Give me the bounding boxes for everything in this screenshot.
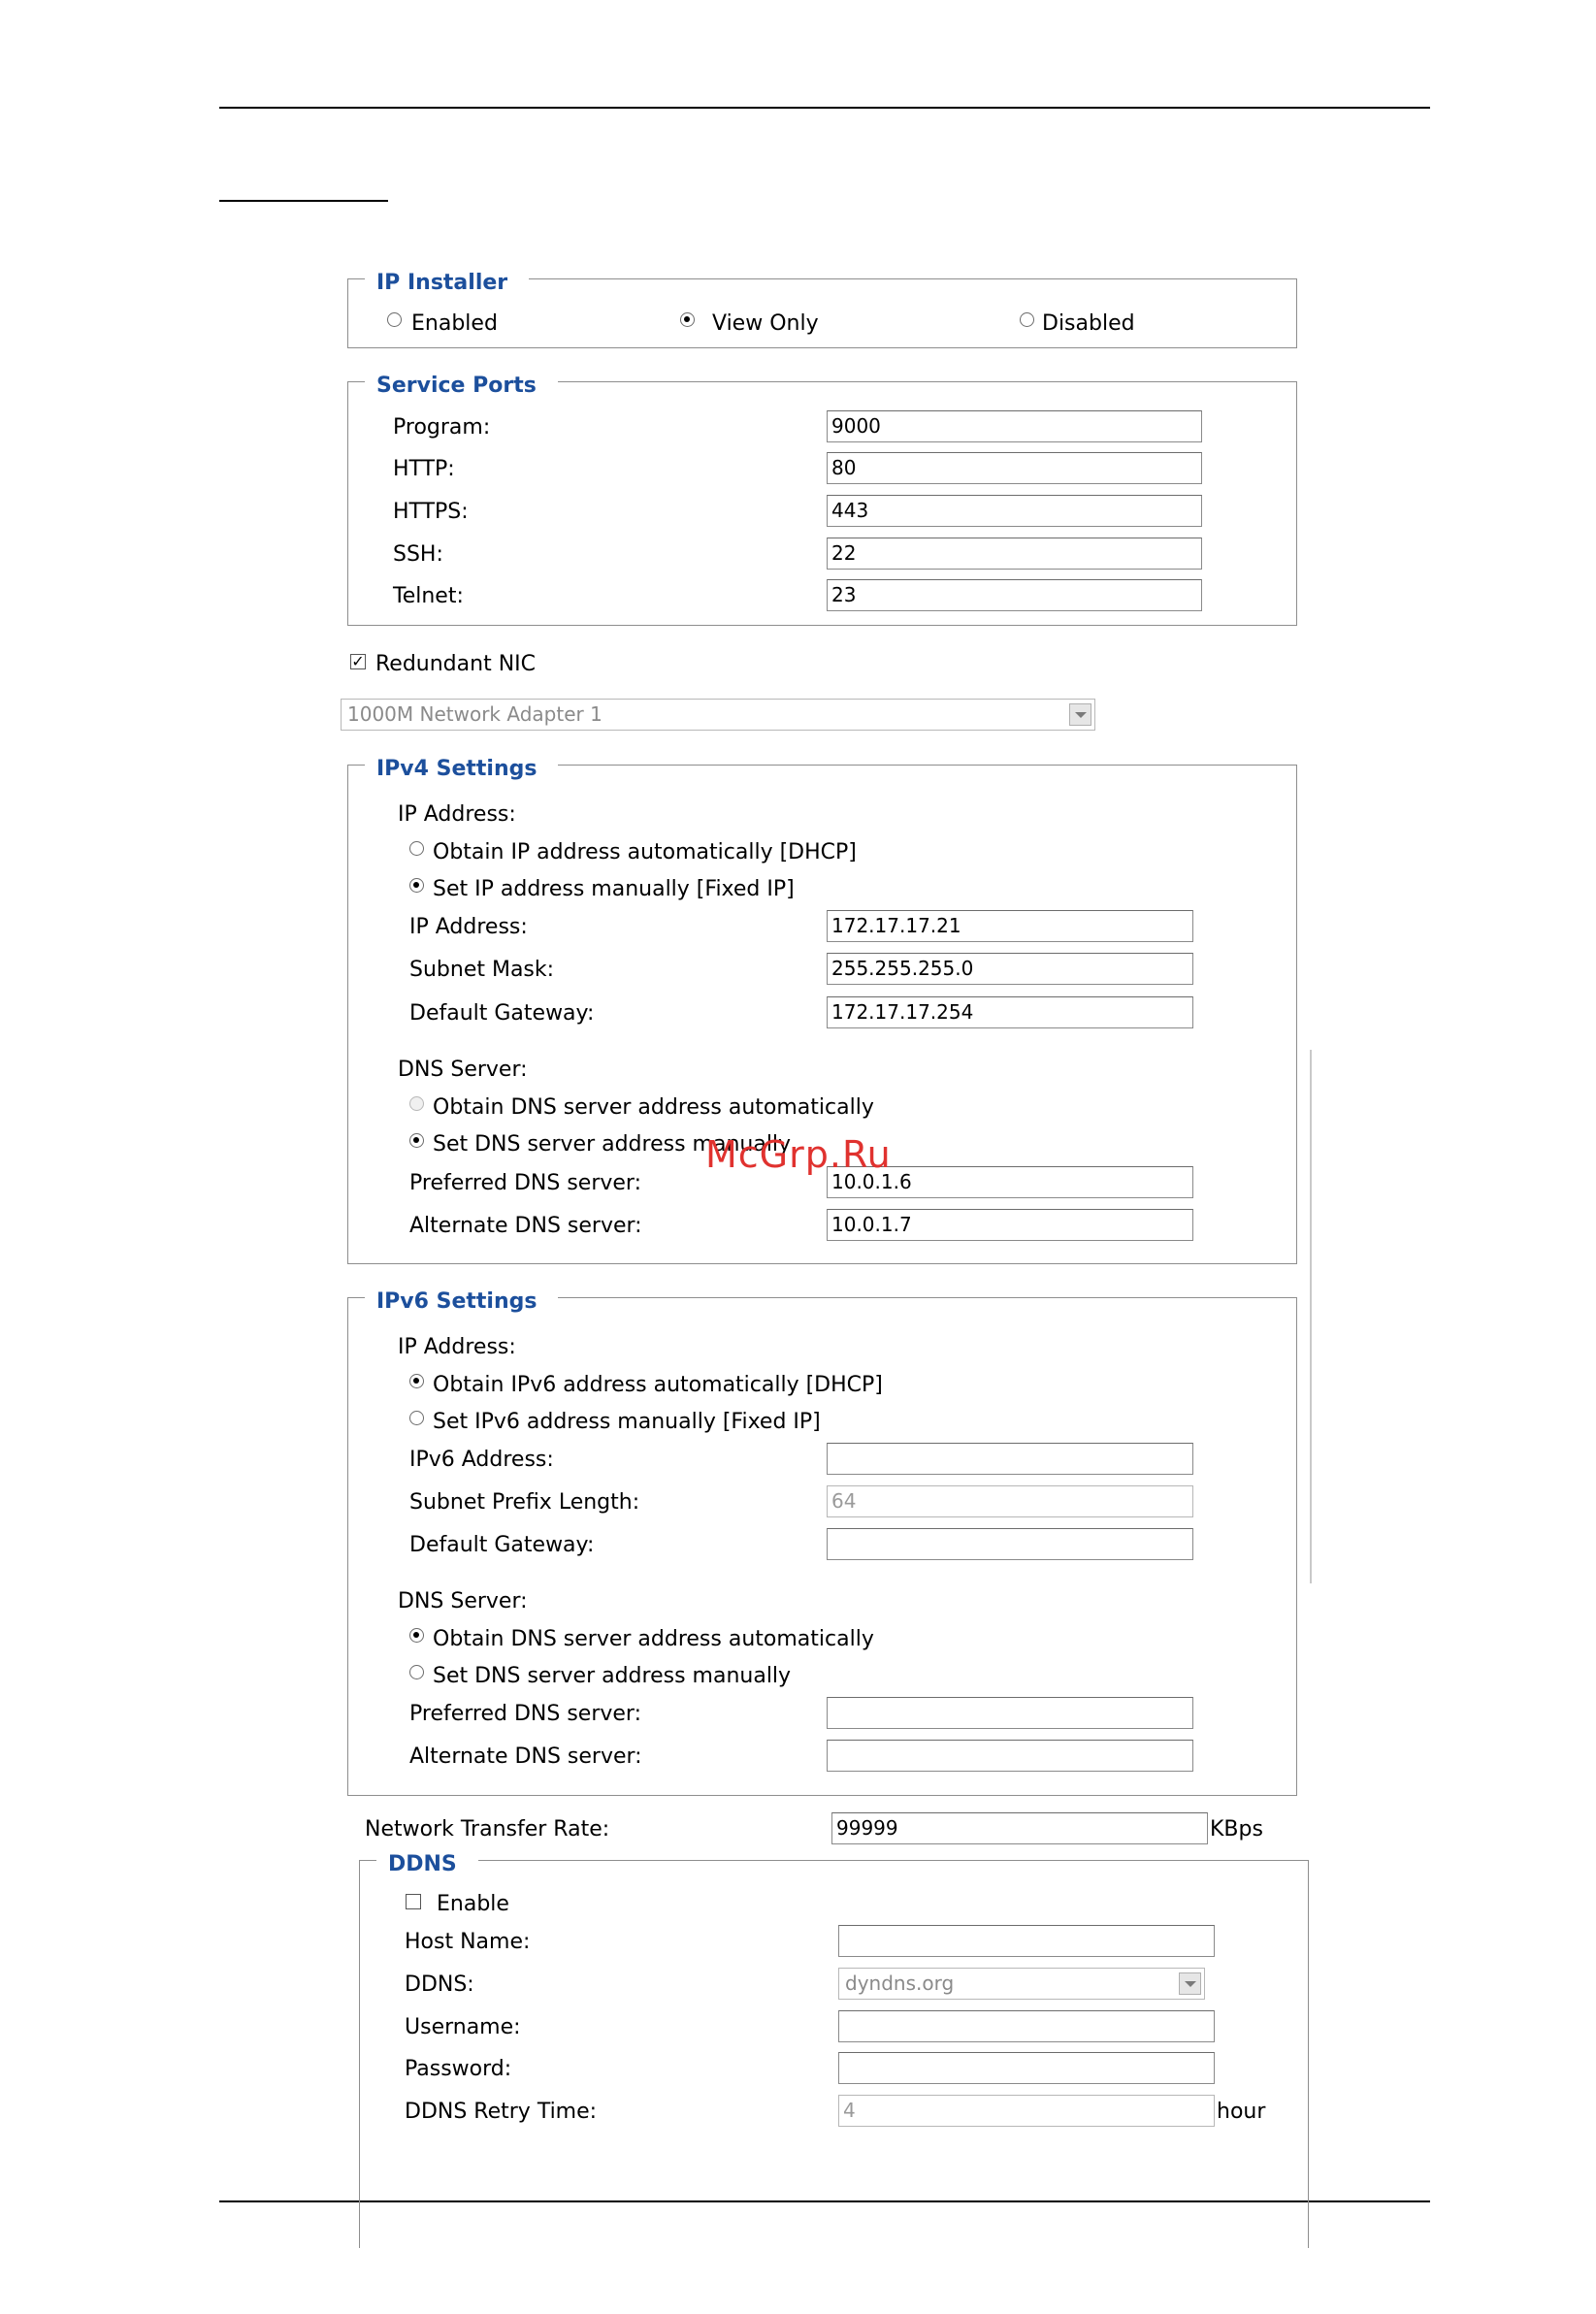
ip-installer-enabled-radio[interactable] (387, 312, 402, 327)
ipv4-ip-auto-label: Obtain IP address automatically [DHCP] (433, 840, 857, 864)
ddns-username-label: Username: (405, 2015, 521, 2039)
ipv6-ip-auto-label: Obtain IPv6 address automatically [DHCP] (433, 1373, 883, 1397)
ipv6-gateway-label: Default Gateway: (409, 1533, 595, 1557)
ddns-title: DDNS (376, 1850, 478, 1879)
ddns-retry-unit: hour (1217, 2100, 1266, 2124)
ssh-port-label: SSH: (393, 542, 443, 567)
ddns-provider-select[interactable] (838, 1968, 1205, 2000)
ipv4-address-input[interactable]: 172.17.17.21 (827, 910, 1193, 942)
network-adapter-select[interactable] (341, 699, 1095, 731)
ipv4-gateway-label: Default Gateway: (409, 1001, 595, 1026)
transfer-rate-unit: KBps (1210, 1817, 1263, 1841)
chevron-down-icon[interactable] (1069, 703, 1091, 726)
ipv4-alternate-dns-label: Alternate DNS server: (409, 1214, 642, 1238)
ipv6-settings-title: IPv6 Settings (365, 1287, 558, 1317)
http-port-input[interactable]: 80 (827, 452, 1202, 484)
ddns-provider-value: dyndns.org (845, 1972, 955, 1995)
program-port-label: Program: (393, 415, 491, 440)
watermark: McGrp.Ru (705, 1133, 892, 1176)
ipv4-dns-heading: DNS Server: (398, 1058, 528, 1082)
https-port-label: HTTPS: (393, 500, 469, 524)
transfer-rate-input[interactable]: 99999 (831, 1812, 1208, 1844)
ipv4-ip-manual-label: Set IP address manually [Fixed IP] (433, 877, 795, 901)
redundant-nic-checkbox[interactable]: ✓ (351, 652, 365, 670)
ipv6-prefix-length-label: Subnet Prefix Length: (409, 1490, 640, 1515)
ipv6-prefix-length-input[interactable]: 64 (827, 1485, 1193, 1517)
ssh-port-input[interactable]: 22 (827, 538, 1202, 570)
telnet-port-input[interactable]: 23 (827, 579, 1202, 611)
ipv4-subnet-mask-label: Subnet Mask: (409, 958, 555, 982)
ipv4-subnet-mask-input[interactable]: 255.255.255.0 (827, 953, 1193, 985)
ipv4-dns-manual-label: Set DNS server address manually (433, 1132, 792, 1157)
ip-installer-disabled-label: Disabled (1042, 311, 1135, 336)
ddns-host-name-input[interactable] (838, 1925, 1215, 1957)
ipv6-ip-heading: IP Address: (398, 1335, 516, 1359)
ipv4-dns-auto-radio[interactable] (409, 1096, 424, 1111)
ipv6-ip-auto-radio[interactable] (409, 1374, 424, 1388)
ipv6-dns-manual-radio[interactable] (409, 1665, 424, 1679)
ipv6-preferred-dns-input[interactable] (827, 1697, 1193, 1729)
ipv4-address-label: IP Address: (409, 915, 528, 939)
edge-line (1310, 1050, 1312, 1583)
ipv6-address-label: IPv6 Address: (409, 1448, 554, 1472)
network-adapter-value: 1000M Network Adapter 1 (347, 702, 603, 726)
ipv6-gateway-input[interactable] (827, 1528, 1193, 1560)
ipv6-dns-manual-label: Set DNS server address manually (433, 1664, 792, 1688)
ddns-host-name-label: Host Name: (405, 1930, 531, 1954)
ipv4-dns-manual-radio[interactable] (409, 1133, 424, 1148)
ipv6-alternate-dns-input[interactable] (827, 1740, 1193, 1772)
ipv6-address-input[interactable] (827, 1443, 1193, 1475)
program-port-input[interactable]: 9000 (827, 410, 1202, 442)
https-port-input[interactable]: 443 (827, 495, 1202, 527)
ip-installer-enabled-label: Enabled (411, 311, 498, 336)
section-underline (219, 200, 388, 202)
ip-installer-view-only-radio[interactable] (680, 312, 695, 327)
ipv4-dns-auto-label: Obtain DNS server address automatically (433, 1095, 874, 1120)
ddns-retry-label: DDNS Retry Time: (405, 2100, 598, 2124)
ddns-enable-label: Enable (437, 1892, 509, 1916)
ip-installer-view-only-label: View Only (712, 311, 819, 336)
ipv4-ip-auto-radio[interactable] (409, 841, 424, 856)
transfer-rate-label: Network Transfer Rate: (365, 1817, 610, 1841)
ddns-provider-label: DDNS: (405, 1972, 474, 1997)
telnet-port-label: Telnet: (393, 584, 464, 608)
header-rule (219, 107, 1430, 109)
ddns-username-input[interactable] (838, 2010, 1215, 2042)
chevron-down-icon[interactable] (1179, 1972, 1201, 1995)
ddns-retry-input[interactable]: 4 (838, 2095, 1215, 2127)
ipv6-dns-auto-radio[interactable] (409, 1628, 424, 1643)
ddns-enable-checkbox[interactable] (406, 1894, 421, 1909)
ddns-password-input[interactable] (838, 2052, 1215, 2084)
ddns-password-label: Password: (405, 2057, 512, 2081)
ipv4-preferred-dns-input[interactable]: 10.0.1.6 (827, 1166, 1193, 1198)
ipv4-settings-title: IPv4 Settings (365, 755, 558, 784)
service-ports-title: Service Ports (365, 372, 558, 401)
ipv6-alternate-dns-label: Alternate DNS server: (409, 1744, 642, 1769)
ipv6-dns-auto-label: Obtain DNS server address automatically (433, 1627, 874, 1651)
http-port-label: HTTP: (393, 457, 455, 481)
ipv4-ip-manual-radio[interactable] (409, 878, 424, 893)
ip-installer-disabled-radio[interactable] (1020, 312, 1034, 327)
ipv6-preferred-dns-label: Preferred DNS server: (409, 1702, 641, 1726)
ipv4-ip-heading: IP Address: (398, 802, 516, 827)
ipv6-dns-heading: DNS Server: (398, 1589, 528, 1613)
ipv6-ip-manual-label: Set IPv6 address manually [Fixed IP] (433, 1410, 821, 1434)
redundant-nic-label: Redundant NIC (375, 652, 536, 676)
ipv4-alternate-dns-input[interactable]: 10.0.1.7 (827, 1209, 1193, 1241)
ipv6-ip-manual-radio[interactable] (409, 1411, 424, 1425)
ip-installer-title: IP Installer (365, 269, 529, 298)
ipv4-preferred-dns-label: Preferred DNS server: (409, 1171, 641, 1195)
ipv4-gateway-input[interactable]: 172.17.17.254 (827, 996, 1193, 1028)
